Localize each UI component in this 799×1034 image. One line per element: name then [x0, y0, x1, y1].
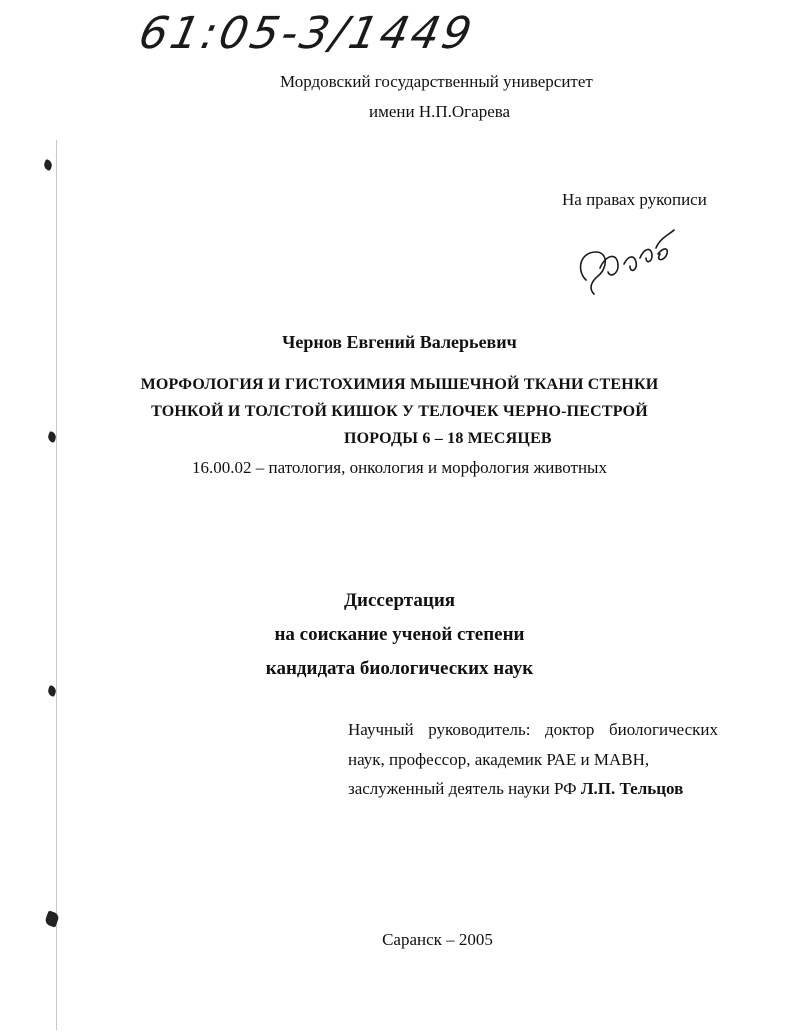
university-name: Мордовский государственный университет [280, 72, 593, 91]
city-year: Саранск – 2005 [382, 930, 493, 949]
university-named-after: имени Н.П.Огарева [369, 102, 511, 121]
title-line-3: ПОРОДЫ 6 – 18 МЕСЯЦЕВ [344, 430, 552, 447]
specialty-code: 16.00.02 – патология, онкология и морфология животных [192, 458, 607, 477]
scan-margin-line [56, 140, 57, 1030]
supervisor-line-2: наук, профессор, академик РАЕ и МАВН, [348, 750, 650, 769]
degree-field: кандидата биологических наук [265, 658, 534, 679]
handwritten-signature [574, 218, 684, 300]
scan-mark [43, 159, 54, 171]
manuscript-rights: На правах рукописи [562, 190, 707, 209]
supervisor-name: Л.П. Тельцов [580, 779, 684, 798]
archive-code: 61:05-3/1449 [134, 8, 479, 59]
title-line-2: ТОНКОЙ И ТОЛСТОЙ КИШОК У ТЕЛОЧЕК ЧЕРНО-ПЕСТРОЙ [151, 403, 648, 420]
dissertation-label: Диссертация [343, 590, 456, 611]
supervisor-line-3 [348, 779, 683, 799]
author-name: Чернов Евгений Валерьевич [282, 332, 517, 352]
scan-mark [44, 910, 60, 927]
supervisor-title: заслуженный деятель науки РФ [348, 779, 577, 798]
title-line-1: МОРФОЛОГИЯ И ГИСТОХИМИЯ МЫШЕЧНОЙ ТКАНИ СТЕНКИ [140, 376, 659, 393]
degree-line: на соискание ученой степени [274, 624, 525, 645]
supervisor-line-1: Научный руководитель: доктор биологических [348, 720, 718, 739]
